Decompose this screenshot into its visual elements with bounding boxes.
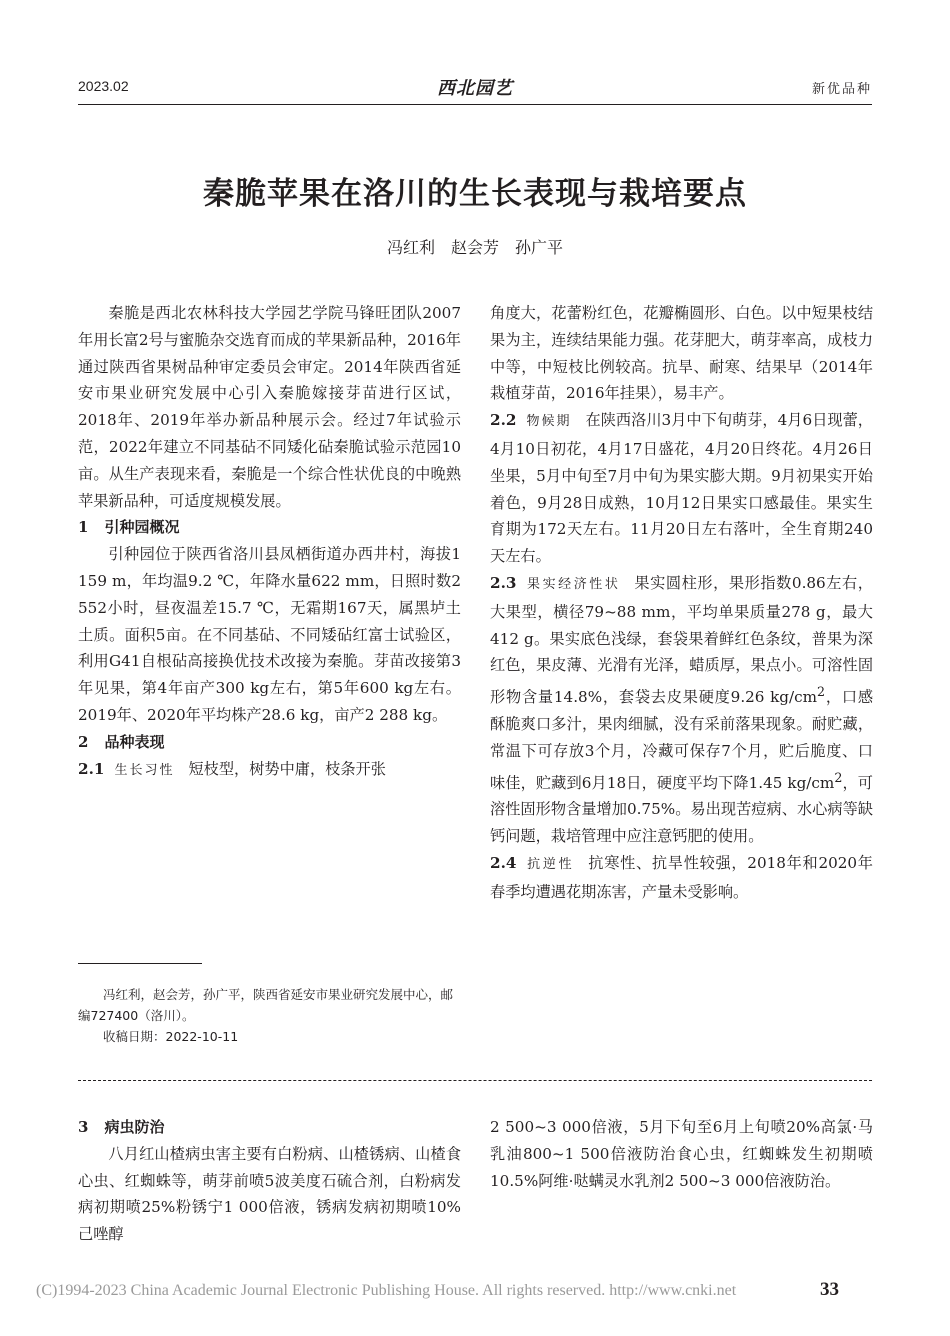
intro-paragraph: 秦脆是西北农林科技大学园艺学院马锋旺团队2007年用长富2号与蜜脆杂交选育而成的苹果新品种，2016年通过陕西省果树品种审定委员会审定。2014年陕西省延安市果业研究发展中心引入秦脆嫁接芽苗进行区试，2018年、2019年举办新品种展示会。经过7年试验示范，2022年建立不同基砧不同矮化砧秦脆试验示范园10亩。从生产表现来看，秦脆是一个综合性状优良的中晚熟苹果新品种，可适度规模发展。 (78, 304, 461, 510)
subsection-body: ，口感酥脆爽口多汁，果肉细腻，没有采前落果现象。耐贮藏，常温下可存放3个月，冷藏可保存7个月，贮后脆度、口味佳，贮藏到6月18日，硬度平均下降1.45 kg/cm (490, 688, 873, 792)
journal-logo: 西北园艺 (437, 78, 513, 99)
page-number: 33 (820, 1279, 839, 1300)
copyright-watermark: (C)1994-2023 China Academic Journal Electronic Publishing House. All rights reserved. http://www.cnki.net (36, 1282, 737, 1299)
left-column-lower (78, 1114, 461, 1248)
superscript: 2 (817, 684, 826, 700)
subsection-2-4 (490, 850, 873, 906)
section-3-body: 八月红山楂病虫害主要有白粉病、山楂锈病、山楂食心虫、红蜘蛛等，萌芽前喷5波美度石硫合剂，白粉病发病初期喷25%粉锈宁1 000倍液，锈病发病初期喷10%己唑醇 (78, 1144, 461, 1244)
subsection-title: 物候期 (526, 414, 572, 430)
footnote (78, 984, 461, 1047)
subsection-number: 2.3 (490, 573, 517, 592)
header-section: 新优品种 (811, 82, 872, 97)
header-date: 2023.02 (78, 78, 129, 94)
subsection-number: 2.1 (78, 759, 105, 778)
section-title: 引种园概况 (104, 518, 180, 537)
section-1-heading (78, 514, 461, 541)
footnote-affiliation: 冯红利，赵会芳，孙广平，陕西省延安市果业研究发展中心，邮编727400（洛川）。 (78, 987, 454, 1023)
section-title: 病虫防治 (104, 1118, 165, 1136)
subsection-2-3 (490, 570, 873, 850)
subsection-body: 果实圆柱形，果形指数0.86左右，大果型，横径79~88 mm，平均单果质量278 g，最大412 g。果实底色浅绿，套袋果着鲜红色条纹，普果为深红色，果皮薄、光滑有光泽，蜡质厚，果点小。可溶性固形物含量14.8%，套袋去皮果硬度9.26 kg/cm (490, 573, 873, 707)
article-separator (78, 1080, 872, 1081)
right-column (490, 300, 873, 906)
left-column (78, 300, 461, 784)
subsection-2-1 (78, 756, 461, 785)
subsection-number: 2.4 (490, 854, 517, 873)
section-1-body: 引种园位于陕西省洛川县凤栖街道办西井村，海拔1 159 m，年均温9.2 ℃，年降水量622 mm，日照时数2 552小时，昼夜温差15.7 ℃，无霜期167天，属黑垆土土质。面积5亩。在不同基砧、不同矮砧红富士试验区，利用G41自根砧高接换优技术改接为秦脆。芽苗改接第3年见果，第4年亩产300 kg左右，第5年600 kg左右。2019年、2020年平均株产28.6 kg，亩产2 288 kg。 (78, 545, 461, 724)
section-number: 1 (78, 518, 89, 537)
section-number: 3 (78, 1118, 89, 1136)
subsection-title: 抗逆性 (526, 857, 575, 873)
subsection-body: 抗寒性、抗旱性较强，2018年和2020年春季均遭遇花期冻害，产量未受影响。 (490, 854, 873, 901)
subsection-number: 2.2 (490, 411, 517, 430)
subsection-body: 短枝型，树势中庸，枝条开张 (188, 759, 386, 778)
subsection-body: 在陕西洛川3月中下旬萌芽，4月6日现蕾，4月10日初花，4月17日盛花，4月20日终花。4月26日坐果，5月中旬至7月中旬为果实膨大期。9月初果实开始着色，9月28日成熟，10月12日果实口感最佳。果实生育期为172天左右。11月20日左右落叶，全生育期240天左右。 (490, 411, 873, 566)
subsection-body: ，可溶性固形物含量增加0.75%。易出现苦痘病、水心病等缺钙问题，栽培管理中应注意钙肥的使用。 (490, 773, 873, 846)
header-rule (78, 104, 872, 105)
superscript: 2 (834, 769, 843, 785)
footnote-received: 收稿日期：2022-10-11 (103, 1029, 239, 1044)
section-3-heading (78, 1114, 461, 1141)
authors: 冯红利 赵会芳 孙广平 (386, 238, 563, 257)
subsection-title: 生长习性 (114, 762, 175, 778)
subsection-2-2 (490, 407, 873, 570)
footnote-rule (78, 963, 202, 964)
section-2-heading (78, 729, 461, 756)
subsection-title: 果实经济性状 (526, 576, 621, 592)
section-3-body-continued: 2 500~3 000倍液，5月下旬至6月上旬喷20%高氯·马乳油800~1 500倍液防治食心虫，红蜘蛛发生初期喷10.5%阿维·哒螨灵水乳剂2 500~3 000倍液防治。 (490, 1118, 873, 1190)
page-title: 秦脆苹果在洛川的生长表现与栽培要点 (203, 176, 747, 212)
subsection-2-1-continued: 角度大，花蕾粉红色，花瓣椭圆形、白色。以中短果枝结果为主，连续结果能力强。花芽肥大，萌芽率高，成枝力中等，中短枝比例较高。抗旱、耐寒、结果早（2014年栽植芽苗，2016年挂果），易丰产。 (490, 304, 873, 403)
section-number: 2 (78, 732, 89, 751)
right-column-lower (490, 1114, 873, 1194)
section-title: 品种表现 (104, 732, 165, 751)
